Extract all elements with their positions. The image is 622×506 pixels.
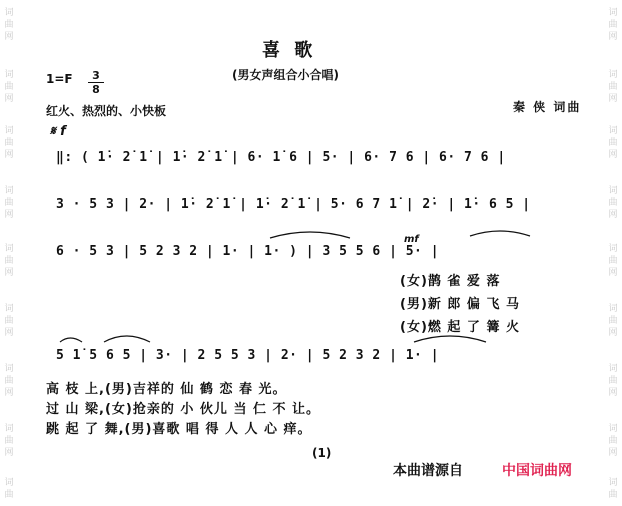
watermark-char: 词 (608, 244, 618, 254)
watermark-char: 词 (4, 244, 14, 254)
source-brand: 中国词曲网 (502, 463, 572, 479)
song-title: 喜 歌 (262, 40, 317, 61)
watermark-char: 网 (4, 268, 14, 278)
watermark-char: 曲 (4, 436, 14, 446)
watermark-char: 词 (4, 478, 14, 488)
watermark-char: 词 (608, 304, 618, 314)
watermark-char: 网 (608, 448, 618, 458)
watermark-char: 网 (608, 388, 618, 398)
page-number: (1) (312, 446, 332, 460)
slur-mark (470, 231, 530, 236)
watermark-char: 词 (4, 126, 14, 136)
watermark-char: 曲 (608, 436, 618, 446)
watermark-char: 词 (4, 364, 14, 374)
score-line-4: 5 1̇ 5 6 5 | 3· | 2 5 5 3 | 2· | 5 2 3 2 | 1· | (56, 348, 440, 363)
watermark-char: 曲 (4, 198, 14, 208)
watermark-char: 网 (608, 268, 618, 278)
watermark-char: 网 (608, 94, 618, 104)
lyric-line: 过 山 梁,(女)抢亲的 小 伙儿 当 仁 不 让。 (46, 402, 321, 417)
watermark-char: 词 (4, 186, 14, 196)
watermark-char: 曲 (4, 316, 14, 326)
triplet-slur (104, 336, 150, 342)
watermark-char: 网 (608, 210, 618, 220)
watermark-char: 网 (4, 94, 14, 104)
watermark-char: 曲 (4, 490, 14, 500)
watermark-char: 曲 (4, 138, 14, 148)
watermark-char: 词 (608, 8, 618, 18)
watermark-char: 词 (4, 8, 14, 18)
lyric-line: 高 枝 上,(男)吉祥的 仙 鹤 恋 春 光。 (46, 382, 287, 397)
watermark-char: 曲 (4, 256, 14, 266)
score-line-1: ‖: ( 1̇· 2̇ 1̇ | 1̇· 2̇ 1̇ | 6· 1̇ 6 | 5· | 6· 7 6 | 6· 7 6 | (56, 150, 506, 165)
watermark-char: 曲 (4, 20, 14, 30)
watermark-char: 曲 (4, 376, 14, 386)
dynamic-mf: mf (404, 234, 419, 245)
watermark-char: 词 (4, 70, 14, 80)
watermark-char: 曲 (608, 490, 618, 500)
watermark-char: 词 (608, 126, 618, 136)
tempo-marking: 红火、热烈的、小快板 (46, 104, 167, 118)
watermark-char: 网 (608, 328, 618, 338)
segno-dynamic: 𝄋 f (50, 124, 66, 139)
slur-mark (60, 338, 82, 342)
watermark-char: 曲 (608, 316, 618, 326)
watermark-char: 曲 (608, 82, 618, 92)
watermark-char: 曲 (608, 138, 618, 148)
meter-top: 3 (92, 69, 100, 82)
author-credit: 秦 侠 词曲 (513, 100, 582, 114)
watermark-char: 词 (608, 478, 618, 488)
source-label: 本曲谱源自 (393, 463, 463, 479)
lyric-line: (女)鹊 雀 爱 落 (400, 274, 501, 289)
watermark-char: 词 (608, 424, 618, 434)
watermark-char: 网 (4, 150, 14, 160)
watermark-char: 曲 (608, 256, 618, 266)
watermark-char: 词 (608, 364, 618, 374)
watermark-char: 词 (4, 424, 14, 434)
lyric-line: (男)新 郎 偏 飞 马 (400, 297, 520, 312)
score-line-2: 3 · 5 3 | 2· | 1̇· 2̇ 1̇ | 1̇· 2̇ 1̇ | 5· 6 7 1̇ | 2̇· | 1̇· 6 5 | (56, 197, 531, 212)
watermark-char: 曲 (4, 82, 14, 92)
watermark-char: 网 (4, 32, 14, 42)
watermark-char: 词 (4, 304, 14, 314)
watermark-char: 网 (4, 210, 14, 220)
lyric-line: (女)燃 起 了 篝 火 (400, 320, 520, 335)
song-subtitle: (男女声组合小合唱) (232, 68, 339, 82)
watermark-char: 网 (608, 150, 618, 160)
slur-mark (414, 336, 486, 342)
watermark-char: 曲 (608, 376, 618, 386)
watermark-char: 网 (608, 32, 618, 42)
score-line-3: 6 · 5 3 | 5 2 3 2 | 1· | 1· ) | 3 5 5 6 | 5· | (56, 244, 440, 259)
watermark-char: 曲 (608, 198, 618, 208)
watermark-char: 网 (4, 388, 14, 398)
lyric-line: 跳 起 了 舞,(男)喜歌 唱 得 人 人 心 痒。 (46, 422, 312, 437)
watermark-char: 词 (608, 186, 618, 196)
watermark-char: 曲 (608, 20, 618, 30)
tie-mark (270, 232, 350, 238)
watermark-char: 词 (608, 70, 618, 80)
watermark-char: 网 (4, 448, 14, 458)
key-signature: 1=F (46, 72, 73, 86)
watermark-char: 网 (4, 328, 14, 338)
meter-bottom: 8 (92, 83, 100, 96)
